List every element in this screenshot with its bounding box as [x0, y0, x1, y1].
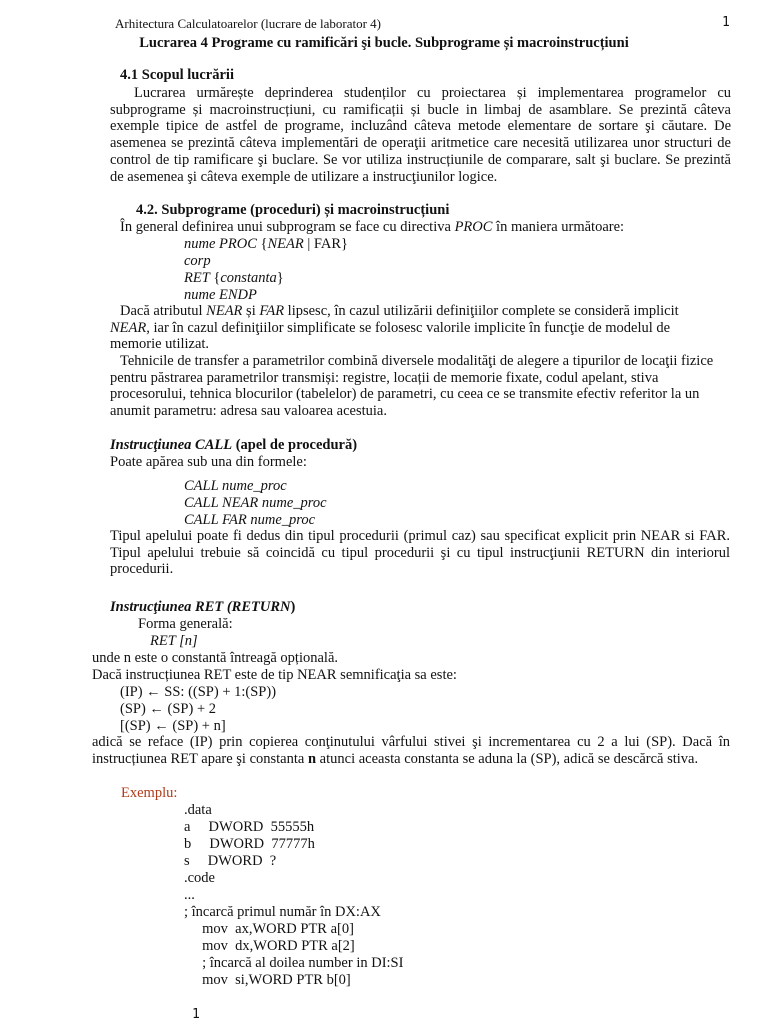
- ret-paragraph: [92, 734, 730, 767]
- code-line: mov si,WORD PTR b[0]: [184, 972, 351, 988]
- syntax-brace-open-2: {: [209, 270, 221, 286]
- p2-far: FAR: [259, 303, 285, 319]
- call-heading: [110, 437, 357, 454]
- ret-syntax: RET [n]: [150, 633, 198, 649]
- proc-syntax-line-3: [184, 270, 284, 287]
- p2-near: NEAR: [206, 303, 243, 319]
- section-heading-4-2: 4.2. Subprograme (proceduri) și macroinstrucțiuni: [136, 202, 450, 218]
- code-line: mov ax,WORD PTR a[0]: [184, 921, 354, 937]
- section-heading-4-1: 4.1 Scopul lucrării: [120, 67, 234, 83]
- call-form-3: CALL FAR nume_proc: [184, 512, 316, 528]
- call-heading-rest: (apel de procedură): [232, 437, 358, 453]
- ret-forma: Forma generală:: [138, 616, 233, 632]
- header-page-number: 1: [722, 15, 730, 30]
- p2-text-c: lipsesc, în cazul utilizării definiţiilor complete se consideră implicit: [284, 303, 679, 319]
- proc-syntax-line-1: [184, 236, 348, 253]
- proc-intro-text-end: în maniera următoare:: [492, 219, 625, 235]
- syntax-constanta: constanta: [220, 270, 277, 286]
- ret-op-1: (IP) ← SS: ((SP) + 1:(SP)): [120, 684, 277, 700]
- call-form-2: CALL NEAR nume_proc: [184, 495, 327, 511]
- syntax-brace-open: {: [256, 236, 268, 252]
- footer-page-number: 1: [192, 1007, 200, 1022]
- example-label: Exemplu:: [121, 785, 178, 801]
- document-title: Lucrarea 4 Programe cu ramificări şi bucle. Subprograme și macroinstrucțiuni: [139, 35, 629, 51]
- call-heading-italic: Instrucţiunea CALL: [110, 437, 233, 453]
- code-line: mov dx,WORD PTR a[2]: [184, 938, 355, 954]
- proc-syntax-line-2: corp: [184, 253, 211, 269]
- call-paragraph: Tipul apelului poate fi dedus din tipul procedurii (primul caz) sau specificat explicit prin NEAR si FAR. Tipul apelului trebuie să coincidă cu tipul procedurii şi cu tipul instrucţiunii RETURN din interiorul procedurii.: [110, 528, 730, 578]
- code-line: b DWORD 77777h: [184, 836, 315, 852]
- syntax-ret: RET: [184, 270, 210, 286]
- syntax-far: | FAR}: [303, 236, 348, 252]
- proc-intro-text: În general definirea unui subprogram se face cu directiva: [120, 219, 455, 235]
- syntax-name-proc: nume PROC: [184, 236, 257, 252]
- ret-para-n: n: [307, 750, 317, 767]
- ret-line-2: Dacă instrucțiunea RET este de tip NEAR semnificaţia sa este:: [92, 667, 457, 683]
- p2-text-b: și: [242, 303, 260, 319]
- ret-op-3: [(SP) ← (SP) + n]: [120, 718, 226, 734]
- proc-intro: [120, 219, 624, 236]
- proc-syntax-line-4: nume ENDP: [184, 287, 257, 303]
- ret-para-a: adică se reface (IP) prin copierea conţinutului vârfului stivei şi incrementarea cu 2 a lui (SP). Dacă în instrucțiunea RET apare şi constanta: [92, 734, 730, 767]
- section-4-1-paragraph: Lucrarea urmărește deprinderea studenților cu proiectarea și implementarea programelor cu subprograme și macroinstrucțiuni, cu ramificații și bucle in limbaj de asamblare. Se prezintă câteva exemple tipice de astfel de programe, incluzând câteva metode elementare de sortare şi căutare. De asemenea se prezintă câteva implementări de operaţii aritmetice care necesită utilizarea unor structuri de control de tip ramificare şi buclare. Se vor utiliza instrucțiunile de comparare, salt şi buclare. Se prezintă de asemenea şi câteva exemple de utilizare a instrucţiunilor logice.: [110, 85, 731, 185]
- ret-para-b: atunci aceasta constanta se aduna la (SP), adică se descărcă stiva.: [316, 750, 699, 767]
- ret-heading-italic: Instrucţiunea RET (RETURN: [110, 599, 291, 615]
- ret-op-2: (SP) ← (SP) + 2: [120, 701, 216, 717]
- syntax-brace-close: }: [276, 270, 284, 286]
- p2-text-a: Dacă atributul: [120, 303, 207, 319]
- p2-near-2: NEAR: [110, 319, 147, 336]
- code-line: ; încarcă primul număr în DX:AX: [184, 904, 381, 920]
- proc-keyword: PROC: [454, 219, 493, 235]
- code-line: .data: [184, 802, 212, 818]
- code-line: ...: [184, 887, 195, 903]
- code-line: ; încarcă al doilea number in DI:SI: [184, 955, 404, 971]
- code-line: s DWORD ?: [184, 853, 277, 869]
- ret-line-1: unde n este o constantă întreagă opțională.: [92, 650, 339, 666]
- ret-heading-rest: ): [290, 599, 296, 615]
- syntax-near: NEAR: [267, 236, 304, 252]
- running-header: Arhitectura Calculatoarelor (lucrare de laborator 4): [115, 16, 381, 31]
- code-line: a DWORD 55555h: [184, 819, 315, 835]
- parameter-transfer-paragraph: Tehnicile de transfer a parametrilor combină diversele modalităţi de alegere a tipurilor de locaţii fizice pentru păstrarea parametrilor transmiși: registre, locații de memorie fixate, codul apelant, stiva procesorului, tehnica blocurilor (tabelelor) de parametri, cu ceea ce se transmite efectiv referitor la un anumit parametru: adresa sau valoarea acestuia.: [110, 353, 714, 420]
- p2-text-d: , iar în cazul definiţiilor simplificate se folosesc valorile implicite în funcţie de modelul de memorie utilizat.: [110, 319, 671, 353]
- call-form-1: CALL nume_proc: [184, 478, 287, 494]
- ret-heading: [110, 599, 295, 616]
- code-line: .code: [184, 870, 215, 886]
- call-intro: Poate apărea sub una din formele:: [110, 454, 307, 470]
- near-far-paragraph: [110, 303, 720, 353]
